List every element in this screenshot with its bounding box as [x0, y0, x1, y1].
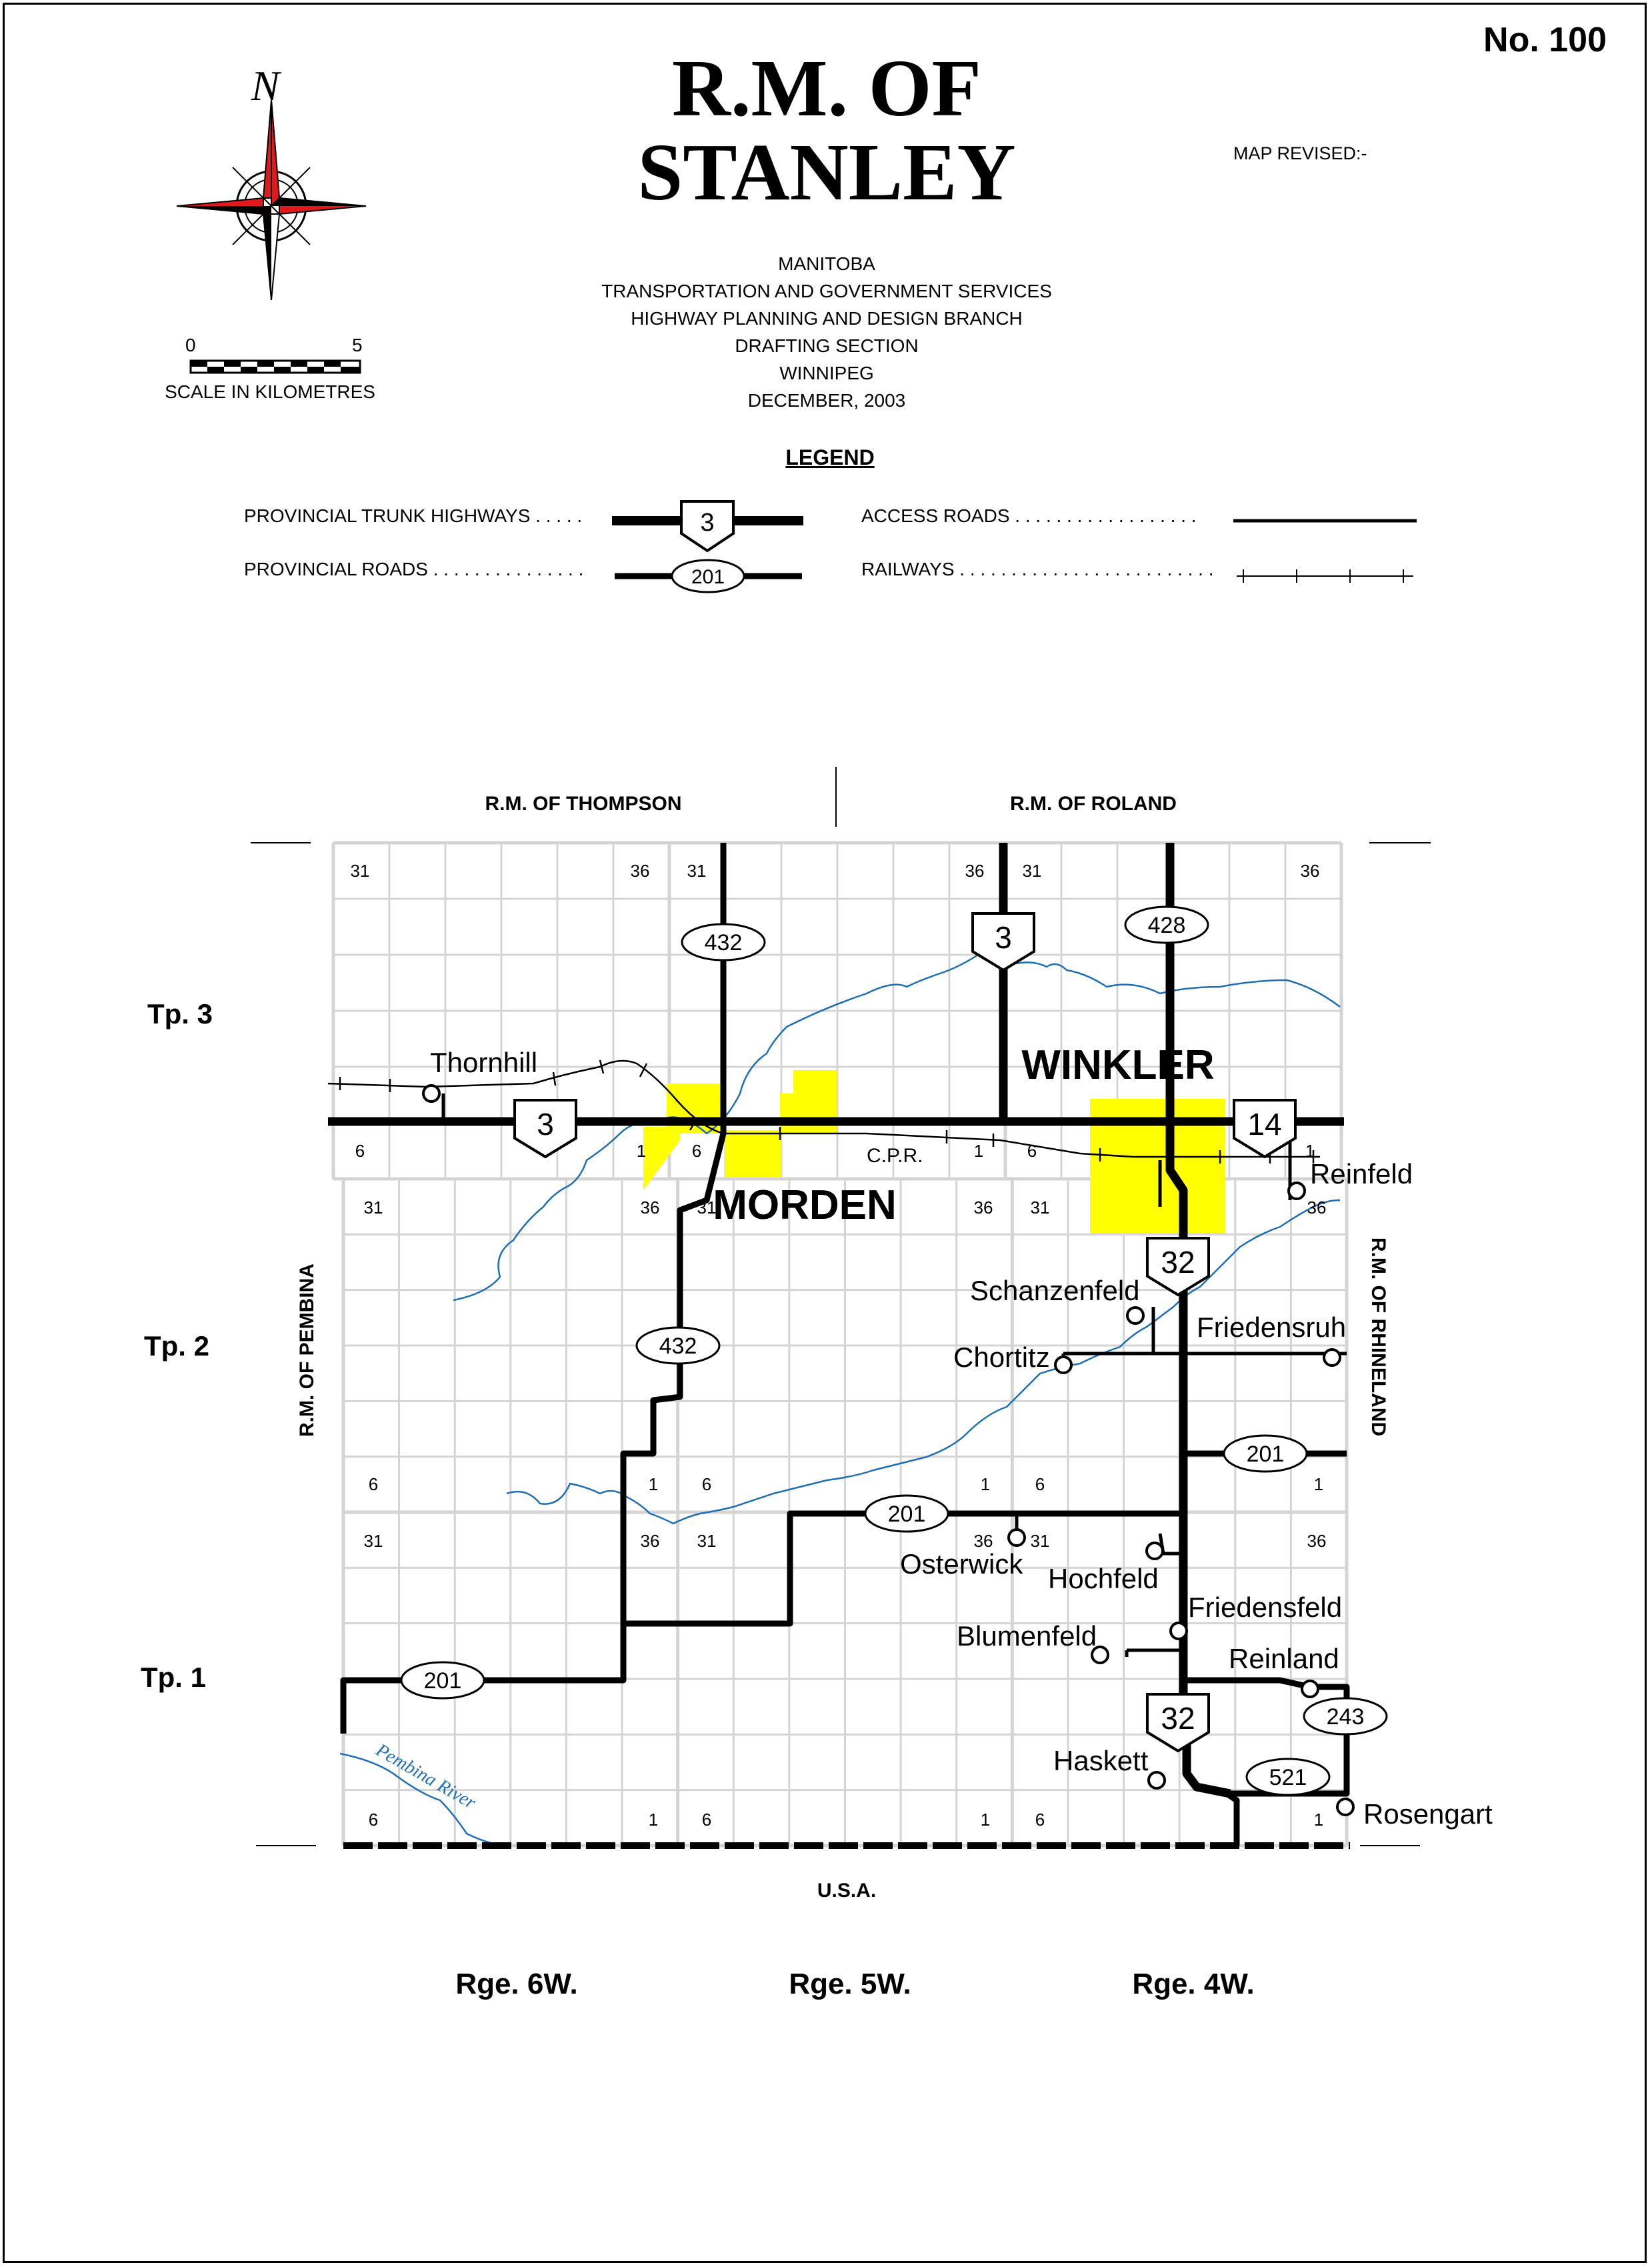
- legend-label-railways: RAILWAYS . . . . . . . . . . . . . . . . . . . . . . . . .: [861, 559, 1214, 579]
- label-township-3: Tp. 3: [147, 998, 213, 1029]
- section-number: 36: [640, 1531, 660, 1551]
- section-number: 36: [965, 861, 985, 881]
- label-thornhill: Thornhill: [430, 1047, 538, 1078]
- legend-title: LEGEND: [785, 445, 875, 469]
- svg-text:432: 432: [704, 930, 743, 955]
- scale-caption: SCALE IN KILOMETRES: [165, 381, 375, 402]
- svg-text:521: 521: [1269, 1765, 1307, 1790]
- svg-text:3: 3: [537, 1107, 554, 1142]
- marker-friedensruh: [1324, 1350, 1340, 1366]
- scale-start: 0: [185, 335, 196, 355]
- marker-hochfeld: [1147, 1543, 1163, 1559]
- legend-label-provincial: PROVINCIAL ROADS . . . . . . . . . . . . . . .: [244, 559, 584, 579]
- marker-thornhill: [423, 1085, 439, 1101]
- map-number: No. 100: [1483, 21, 1607, 59]
- label-township-1: Tp. 1: [140, 1662, 207, 1693]
- svg-text:201: 201: [887, 1502, 926, 1527]
- legend-shield-3: 3: [700, 509, 715, 537]
- section-number: 6: [1035, 1474, 1045, 1494]
- marker-osterwick: [1009, 1530, 1025, 1546]
- section-number: 1: [1305, 1141, 1315, 1161]
- label-rm-thompson: R.M. OF THOMPSON: [485, 793, 682, 815]
- section-number: 1: [1313, 1810, 1324, 1830]
- section-number: 1: [636, 1141, 647, 1161]
- section-number: 1: [648, 1474, 659, 1494]
- revised-label: MAP REVISED:-: [1233, 143, 1367, 163]
- label-cpr: C.P.R.: [867, 1145, 923, 1167]
- legend-label-access: ACCESS ROADS . . . . . . . . . . . . . . . . . .: [861, 505, 1197, 526]
- svg-text:201: 201: [1246, 1442, 1285, 1467]
- svg-text:32: 32: [1161, 1701, 1195, 1736]
- dept-line: TRANSPORTATION AND GOVERNMENT SERVICES: [601, 281, 1052, 301]
- dept-line: HIGHWAY PLANNING AND DESIGN BRANCH: [631, 308, 1023, 329]
- label-reinland: Reinland: [1229, 1643, 1339, 1674]
- section-number: 6: [691, 1141, 702, 1161]
- label-town-winkler: WINKLER: [1021, 1042, 1215, 1088]
- section-number: 6: [701, 1810, 712, 1830]
- label-chortitz: Chortitz: [953, 1342, 1050, 1373]
- section-number: 36: [1307, 1198, 1327, 1218]
- legend-railway-sample: [1237, 569, 1413, 583]
- marker-friedensfeld: [1171, 1623, 1187, 1639]
- dept-line: MANITOBA: [778, 253, 875, 274]
- label-hochfeld: Hochfeld: [1048, 1563, 1159, 1594]
- section-number: 36: [973, 1198, 993, 1218]
- section-number: 31: [363, 1198, 383, 1218]
- label-town-morden: MORDEN: [713, 1182, 897, 1228]
- north-letter: N: [251, 62, 280, 109]
- label-usa: U.S.A.: [817, 1880, 877, 1902]
- dept-line: WINNIPEG: [779, 363, 874, 383]
- section-number: 6: [1027, 1141, 1037, 1161]
- marker-reinfeld: [1289, 1183, 1305, 1199]
- section-number: 1: [980, 1474, 991, 1494]
- road-oval-201: [401, 1662, 484, 1698]
- section-number: 1: [973, 1141, 984, 1161]
- section-number: 36: [1300, 861, 1320, 881]
- compass-rose-icon: [177, 100, 366, 300]
- section-number: 31: [350, 861, 370, 881]
- urban-area-morden: [643, 1070, 837, 1190]
- label-rosengart: Rosengart: [1363, 1798, 1493, 1830]
- section-number: 36: [630, 861, 650, 881]
- svg-text:428: 428: [1147, 913, 1186, 938]
- section-number: 6: [1035, 1810, 1045, 1830]
- marker-haskett: [1149, 1772, 1165, 1788]
- section-number: 31: [687, 861, 707, 881]
- road-oval-243: [1304, 1698, 1387, 1734]
- label-osterwick: Osterwick: [900, 1548, 1023, 1580]
- label-range-5w: Rge. 5W.: [789, 1968, 911, 2000]
- highway-shield-3: [515, 1100, 576, 1157]
- section-number: 1: [648, 1810, 659, 1830]
- section-number: 31: [697, 1531, 717, 1551]
- label-range-6w: Rge. 6W.: [455, 1968, 578, 2000]
- title-line-2: STANLEY: [637, 127, 1016, 217]
- legend-label-trunk: PROVINCIAL TRUNK HIGHWAYS . . . . .: [244, 505, 583, 526]
- marker-rosengart: [1337, 1799, 1353, 1815]
- marker-schanzenfeld: [1127, 1308, 1143, 1324]
- road-oval-201: [1224, 1436, 1307, 1472]
- section-number: 31: [1022, 861, 1042, 881]
- svg-text:432: 432: [659, 1334, 697, 1359]
- svg-text:3: 3: [995, 920, 1012, 955]
- svg-text:14: 14: [1247, 1107, 1282, 1142]
- label-rm-rhineland: R.M. OF RHINELAND: [1367, 1237, 1389, 1437]
- marker-chortitz: [1055, 1357, 1071, 1373]
- label-blumenfeld: Blumenfeld: [957, 1620, 1097, 1652]
- dept-line: DECEMBER, 2003: [747, 390, 906, 411]
- section-number: 36: [640, 1198, 660, 1218]
- label-range-4w: Rge. 4W.: [1132, 1968, 1255, 2000]
- section-number: 6: [368, 1474, 379, 1494]
- road-oval-432: [682, 924, 765, 960]
- section-number: 31: [363, 1531, 383, 1551]
- label-pembina-river: Pembina River: [372, 1740, 479, 1814]
- section-number: 6: [701, 1474, 712, 1494]
- section-number: 36: [1307, 1531, 1327, 1551]
- section-number: 31: [1030, 1531, 1050, 1551]
- svg-text:32: 32: [1161, 1245, 1195, 1280]
- section-number: 6: [368, 1810, 379, 1830]
- title-line-1: R.M. OF: [671, 43, 982, 133]
- legend-oval-201: 201: [691, 566, 725, 588]
- label-friedensfeld: Friedensfeld: [1188, 1592, 1343, 1623]
- road-oval-521: [1247, 1759, 1329, 1795]
- marker-reinland: [1302, 1681, 1318, 1697]
- label-township-2: Tp. 2: [143, 1330, 210, 1362]
- road-oval-432: [637, 1328, 719, 1364]
- label-haskett: Haskett: [1053, 1745, 1149, 1776]
- road-oval-201: [865, 1496, 948, 1532]
- section-number: 1: [980, 1810, 991, 1830]
- label-reinfeld: Reinfeld: [1310, 1158, 1413, 1190]
- label-schanzenfeld: Schanzenfeld: [970, 1275, 1140, 1306]
- svg-text:201: 201: [423, 1668, 462, 1694]
- road-oval-428: [1125, 907, 1208, 943]
- section-number: 31: [697, 1198, 717, 1218]
- highway-shield-32: [1147, 1694, 1209, 1751]
- label-rm-roland: R.M. OF ROLAND: [1010, 793, 1177, 815]
- scale-end: 5: [352, 335, 363, 355]
- section-number: 31: [1030, 1198, 1050, 1218]
- label-rm-pembina: R.M. OF PEMBINA: [296, 1264, 318, 1437]
- section-number: 1: [1313, 1474, 1324, 1494]
- scale-bar: [191, 361, 360, 373]
- svg-text:243: 243: [1326, 1704, 1365, 1730]
- label-friedensruh: Friedensruh: [1197, 1312, 1347, 1343]
- dept-line: DRAFTING SECTION: [735, 335, 919, 356]
- section-number: 36: [973, 1531, 993, 1551]
- section-number: 6: [355, 1141, 365, 1161]
